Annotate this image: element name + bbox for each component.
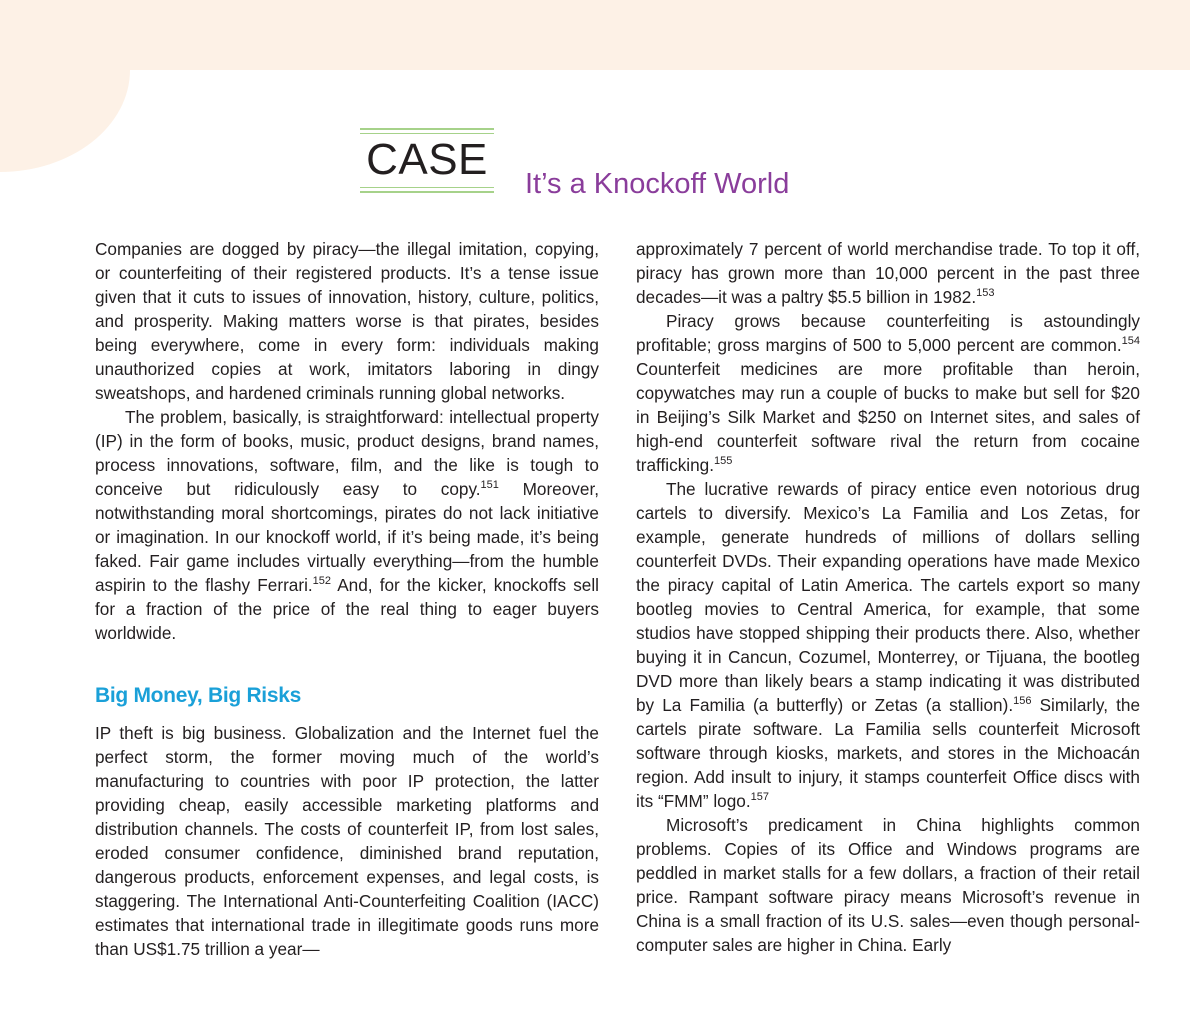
- paragraph: Microsoft’s predicament in China highlights common problems. Copies of its Office and Windows programs are peddled in market stalls for a few dollars, a fraction of their retail price. Rampant software piracy means Microsoft’s revenue in China is a small fraction of its U.S. sales—even though personal-computer sales are higher in China. Early: [636, 815, 1140, 955]
- text-run: Counterfeit medicines are more profitable than heroin, copywatches may run a couple of bucks to make but sell for $20 in Beijing’s Silk Market and $250 on Internet sites, and sales of high-end counterfeit software rival the return from cocaine trafficking.: [636, 359, 1140, 475]
- left-column: [95, 237, 599, 961]
- top-band: [0, 0, 1190, 70]
- paragraph: [636, 309, 1140, 477]
- case-bottom-rule-thin: [360, 187, 494, 188]
- section-heading: Big Money, Big Risks: [95, 684, 301, 707]
- case-label-box: [360, 128, 494, 194]
- right-column: [636, 237, 1140, 957]
- case-top-rule: [360, 128, 494, 130]
- paragraph: [636, 477, 1140, 813]
- footnote-ref: 153: [976, 287, 995, 299]
- footnote-ref: 155: [714, 455, 733, 467]
- paragraph: IP theft is big business. Globalization and the Internet fuel the perfect storm, the former moving much of the world’s manufacturing to countries with poor IP protection, the latter providing cheap, easily accessible marketing platforms and distribution channels. The costs of counterfeit IP, from lost sales, eroded consumer confidence, diminished brand reputation, dangerous products, enforcement expenses, and legal costs, is staggering. The International Anti-Counterfeiting Coalition (IACC) estimates that international trade in illegitimate goods runs more than US$1.75 trillion a year—: [95, 723, 599, 959]
- footnote-ref: 156: [1013, 695, 1032, 707]
- paragraph: Companies are dogged by piracy—the illegal imitation, copying, or counterfeiting of their registered products. It’s a tense issue given that it cuts to issues of innovation, history, culture, politics, and prosperity. Making matters worse is that pirates, besides being everywhere, come in every form: individuals making unauthorized copies at work, imitators laboring in dingy sweatshops, and hardened criminals running global networks.: [95, 239, 599, 403]
- case-title: It’s a Knockoff World: [525, 168, 790, 200]
- paragraph: [95, 405, 599, 645]
- text-run: And, for the kicker, knockoffs sell for a fraction of the price of the real thing to eager buyers worldwide.: [95, 575, 599, 643]
- text-run: Similarly, the cartels pirate software. La Familia sells counterfeit Microsoft software through kiosks, markets, and stores in the Michoacán region. Add insult to injury, it stamps counterfeit Office discs with its “FMM” logo.: [636, 695, 1140, 811]
- text-run: The lucrative rewards of piracy entice even notorious drug cartels to diversify. Mexico’s La Familia and Los Zetas, for example, generate hundreds of millions of dollars selling counterfeit DVDs. Their expanding operations have made Mexico the piracy capital of Latin America. The cartels export so many bootleg movies to Central America, for example, that some studios have stopped shipping their products there. Also, whether buying it in Cancun, Cozumel, Monterrey, or Tijuana, the bootleg DVD more than likely bears a stamp indicating it was distributed by La Familia (a butterfly) or Zetas (a stallion).: [636, 479, 1140, 715]
- footnote-ref: 151: [480, 479, 499, 491]
- paragraph: [636, 237, 1140, 309]
- text-run: approximately 7 percent of world merchandise trade. To top it off, piracy has grown more than 10,000 percent in the past three decades—it was a paltry $5.5 billion in 1982.: [636, 239, 1140, 307]
- case-label: CASE: [366, 135, 488, 184]
- text-run: Moreover, notwithstanding moral shortcomings, pirates do not lack initiative or imagination. In our knockoff world, if it’s being made, it’s being faked. Fair game includes virtually everything—from the humble aspirin to the flashy Ferrari.: [95, 479, 599, 595]
- text-run: Piracy grows because counterfeiting is astoundingly profitable; gross margins of 500 to 5,000 percent are common.: [636, 311, 1140, 355]
- footnote-ref: 154: [1121, 335, 1140, 347]
- text-run: The problem, basically, is straightforward: intellectual property (IP) in the form of books, music, product designs, brand names, process innovations, software, film, and the like is tough to conceive but ridiculously easy to copy.: [95, 407, 599, 499]
- footnote-ref: 157: [750, 791, 769, 803]
- case-bottom-rule: [360, 191, 494, 193]
- corner-decoration: [0, 0, 130, 172]
- footnote-ref: 152: [312, 575, 332, 587]
- case-top-rule-thin: [360, 133, 494, 134]
